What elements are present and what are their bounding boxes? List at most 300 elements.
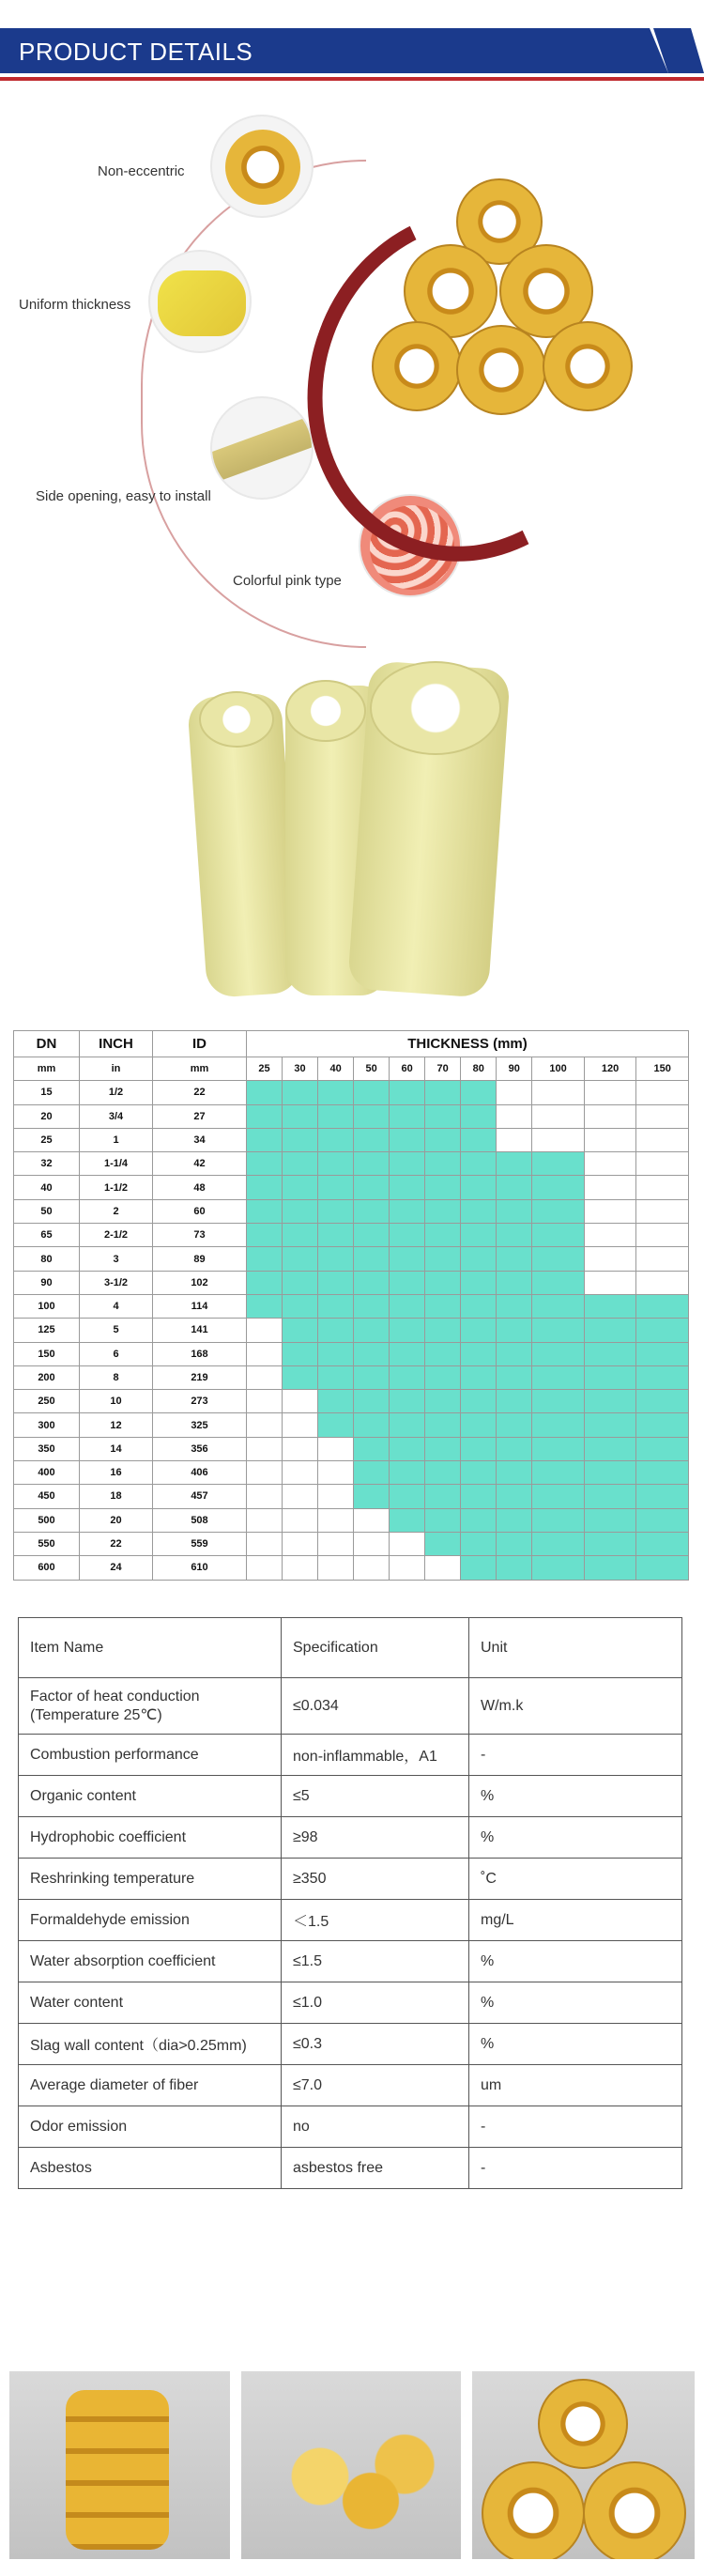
size-table-cell-unavailable [247, 1508, 283, 1532]
spec-table-cell-unit: um [469, 2065, 682, 2106]
size-table-unit: mm [153, 1057, 247, 1081]
size-table-cell-unavailable [584, 1128, 636, 1151]
size-table-cell-available [532, 1319, 585, 1342]
size-table-cell-available [497, 1532, 532, 1555]
size-table-cell-available [532, 1247, 585, 1271]
size-table-cell-unavailable [318, 1485, 354, 1508]
size-table-cell-available [283, 1176, 318, 1199]
tube-cluster-image [158, 270, 246, 336]
feature-label-colorful-pink: Colorful pink type [233, 573, 342, 589]
size-table-cell-unavailable [636, 1176, 689, 1199]
size-table-cell-available [318, 1342, 354, 1365]
size-table-row [14, 1247, 689, 1271]
spec-table-cell-name: Reshrinking temperature [19, 1859, 282, 1900]
size-table-cell-inch: 10 [80, 1390, 153, 1413]
size-table-cell-available [532, 1413, 585, 1437]
size-table-cell-unavailable [390, 1556, 425, 1580]
size-table-thickness-col: 70 [425, 1057, 461, 1081]
size-table-cell-id: 27 [153, 1104, 247, 1128]
size-table-cell-available [354, 1271, 390, 1294]
size-table-cell-unavailable [318, 1437, 354, 1460]
pipe-small-end [199, 691, 274, 748]
size-table-cell-available [354, 1176, 390, 1199]
size-table-cell-available [318, 1104, 354, 1128]
size-table-cell-available [425, 1104, 461, 1128]
size-table-cell-available [497, 1390, 532, 1413]
size-table-cell-unavailable [247, 1461, 283, 1485]
size-table-cell-unavailable [636, 1104, 689, 1128]
size-table-cell-unavailable [283, 1461, 318, 1485]
spec-table-cell-spec: no [282, 2106, 469, 2148]
size-table-cell-available [497, 1508, 532, 1532]
size-table-cell-available [425, 1247, 461, 1271]
size-table-cell-available [354, 1199, 390, 1223]
size-table-cell-id: 141 [153, 1319, 247, 1342]
pipe-medium-end [285, 680, 366, 742]
size-table-cell-available [584, 1461, 636, 1485]
size-table-cell-available [425, 1224, 461, 1247]
size-table-cell-available [461, 1224, 497, 1247]
size-table-cell-available [283, 1342, 318, 1365]
size-table-cell-inch: 2 [80, 1199, 153, 1223]
size-table-cell-available [636, 1508, 689, 1532]
spec-table-row [19, 1941, 682, 1982]
size-table-cell-available [247, 1152, 283, 1176]
size-table-header-id: ID [153, 1031, 247, 1057]
size-table-cell-available [283, 1081, 318, 1104]
size-table-cell-available [318, 1319, 354, 1342]
size-table-cell-inch: 2-1/2 [80, 1224, 153, 1247]
size-table-cell-inch: 1 [80, 1128, 153, 1151]
size-table-cell-available [584, 1508, 636, 1532]
size-table-cell-available [354, 1294, 390, 1318]
size-table-row [14, 1319, 689, 1342]
size-table-cell-available [283, 1247, 318, 1271]
size-table-cell-unavailable [354, 1532, 390, 1555]
size-table-cell-unavailable [283, 1556, 318, 1580]
size-table-cell-available [497, 1224, 532, 1247]
size-table-cell-id: 356 [153, 1437, 247, 1460]
size-table-cell-unavailable [354, 1508, 390, 1532]
size-table-cell-inch: 12 [80, 1413, 153, 1437]
size-table-cell-inch: 14 [80, 1437, 153, 1460]
size-table-thickness-col: 100 [532, 1057, 585, 1081]
feature-label-side-opening: Side opening, easy to install [36, 488, 211, 504]
size-table-cell-unavailable [283, 1485, 318, 1508]
size-table-row [14, 1556, 689, 1580]
size-table-cell-id: 168 [153, 1342, 247, 1365]
size-table-cell-available [247, 1247, 283, 1271]
size-table-row [14, 1271, 689, 1294]
size-table-cell-unavailable [318, 1532, 354, 1555]
size-table-cell-unavailable [247, 1342, 283, 1365]
size-table-cell-available [425, 1437, 461, 1460]
size-table-cell-unavailable [425, 1556, 461, 1580]
size-table-cell-available [497, 1199, 532, 1223]
size-table-cell-unavailable [318, 1508, 354, 1532]
spec-table-cell-name: Combustion performance [19, 1735, 282, 1776]
size-table-cell-available [247, 1081, 283, 1104]
size-table-cell-available [318, 1176, 354, 1199]
spec-table-cell-unit: - [469, 2148, 682, 2189]
spec-table-cell-spec: non-inflammable，A1 [282, 1735, 469, 1776]
size-table-cell-available [636, 1319, 689, 1342]
size-table-row [14, 1508, 689, 1532]
size-table-cell-inch: 1/2 [80, 1081, 153, 1104]
size-table-cell-unavailable [636, 1271, 689, 1294]
closeup-tube-left [482, 2461, 585, 2559]
spec-table-cell-unit: % [469, 1941, 682, 1982]
size-table-cell-id: 508 [153, 1508, 247, 1532]
size-table-cell-available [461, 1413, 497, 1437]
spec-table-row [19, 2024, 682, 2065]
size-table-cell-available [497, 1365, 532, 1389]
size-table-cell-inch: 8 [80, 1365, 153, 1389]
features-diagram [0, 103, 704, 629]
photo-tubes-on-floor [9, 2371, 230, 2559]
banner-stripe [0, 77, 704, 81]
size-table-cell-available [247, 1176, 283, 1199]
size-table-cell-available [461, 1247, 497, 1271]
size-table-cell-available [390, 1128, 425, 1151]
size-table-cell-inch: 3-1/2 [80, 1271, 153, 1294]
size-table-row [14, 1437, 689, 1460]
size-table-cell-dn: 65 [14, 1224, 80, 1247]
size-table-cell-available [497, 1271, 532, 1294]
spec-table-header-item-name: Item Name [19, 1618, 282, 1678]
size-table-cell-available [354, 1128, 390, 1151]
size-table-cell-available [318, 1247, 354, 1271]
size-table-cell-available [584, 1390, 636, 1413]
size-table-cell-unavailable [390, 1532, 425, 1555]
size-table-cell-id: 73 [153, 1224, 247, 1247]
size-table-cell-unavailable [636, 1152, 689, 1176]
size-table-cell-available [318, 1390, 354, 1413]
size-table-cell-available [497, 1437, 532, 1460]
size-thickness-table [13, 1030, 689, 1581]
size-table-header-inch: INCH [80, 1031, 153, 1057]
pipe-large-end [370, 661, 501, 755]
size-table-cell-inch: 16 [80, 1461, 153, 1485]
size-table-cell-available [390, 1461, 425, 1485]
size-table-cell-available [497, 1413, 532, 1437]
tube-bottom-right [543, 321, 633, 411]
size-table-cell-available [532, 1199, 585, 1223]
size-table-cell-unavailable [636, 1199, 689, 1223]
size-table-cell-available [584, 1319, 636, 1342]
spec-table-cell-unit: % [469, 1982, 682, 2024]
size-table-cell-available [532, 1176, 585, 1199]
size-table-cell-available [390, 1390, 425, 1413]
pipe-opening-image [210, 417, 314, 481]
size-table-header-thickness: THICKNESS (mm) [247, 1031, 689, 1057]
size-table-cell-available [532, 1556, 585, 1580]
size-table-cell-available [390, 1437, 425, 1460]
size-table-cell-available [532, 1461, 585, 1485]
size-table-cell-available [425, 1152, 461, 1176]
size-table-cell-available [318, 1365, 354, 1389]
spec-table-cell-unit: % [469, 2024, 682, 2065]
spec-table-cell-name: Formaldehyde emission [19, 1900, 282, 1941]
size-table-cell-available [425, 1365, 461, 1389]
size-table-cell-unavailable [636, 1247, 689, 1271]
spec-table-header-row [19, 1618, 682, 1678]
size-table-cell-available [283, 1152, 318, 1176]
size-table-cell-inch: 22 [80, 1532, 153, 1555]
size-table-cell-dn: 200 [14, 1365, 80, 1389]
size-table-cell-id: 48 [153, 1176, 247, 1199]
size-table-cell-available [532, 1390, 585, 1413]
size-table-cell-unavailable [283, 1532, 318, 1555]
size-table-cell-dn: 40 [14, 1176, 80, 1199]
size-table-cell-available [318, 1081, 354, 1104]
size-table-cell-available [425, 1461, 461, 1485]
size-table-row [14, 1104, 689, 1128]
spec-table-row [19, 1735, 682, 1776]
size-table-cell-dn: 500 [14, 1508, 80, 1532]
size-table-cell-available [532, 1294, 585, 1318]
spec-table-cell-name: Odor emission [19, 2106, 282, 2148]
size-table-cell-inch: 18 [80, 1485, 153, 1508]
size-table-cell-unavailable [636, 1128, 689, 1151]
size-table-cell-unavailable [247, 1485, 283, 1508]
size-table-cell-id: 406 [153, 1461, 247, 1485]
spec-table-cell-name: Water absorption coefficient [19, 1941, 282, 1982]
size-table-cell-dn: 550 [14, 1532, 80, 1555]
size-table-thickness-col: 90 [497, 1057, 532, 1081]
size-table-cell-id: 457 [153, 1485, 247, 1508]
spec-table-row [19, 1982, 682, 2024]
size-table-thickness-col: 60 [390, 1057, 425, 1081]
size-table-thickness-col: 150 [636, 1057, 689, 1081]
size-table-cell-available [354, 1461, 390, 1485]
spec-table-row [19, 1678, 682, 1735]
spec-table-cell-spec: ≤0.3 [282, 2024, 469, 2065]
size-table-cell-dn: 100 [14, 1294, 80, 1318]
tube-end-image [225, 130, 300, 205]
size-table-cell-available [584, 1365, 636, 1389]
size-table-row [14, 1176, 689, 1199]
size-table-cell-unavailable [247, 1437, 283, 1460]
spec-table-cell-unit: mg/L [469, 1900, 682, 1941]
size-table-row [14, 1128, 689, 1151]
size-table-cell-dn: 125 [14, 1319, 80, 1342]
size-table-cell-available [636, 1365, 689, 1389]
size-table-cell-dn: 600 [14, 1556, 80, 1580]
size-table-cell-available [318, 1413, 354, 1437]
size-table-row [14, 1532, 689, 1555]
size-table-cell-unavailable [283, 1437, 318, 1460]
size-table-cell-available [461, 1271, 497, 1294]
size-table-cell-dn: 80 [14, 1247, 80, 1271]
spec-table-cell-spec: ≤0.034 [282, 1678, 469, 1735]
closeup-tube-right [583, 2461, 686, 2559]
size-table-cell-available [425, 1319, 461, 1342]
size-table-cell-available [497, 1294, 532, 1318]
size-table-cell-unavailable [247, 1413, 283, 1437]
size-table-cell-available [636, 1556, 689, 1580]
size-table-cell-inch: 5 [80, 1319, 153, 1342]
feature-image-uniform-thickness [148, 250, 252, 353]
size-table-cell-available [390, 1152, 425, 1176]
size-table-cell-unavailable [247, 1556, 283, 1580]
size-table-unit: in [80, 1057, 153, 1081]
spec-table-cell-spec: ≥350 [282, 1859, 469, 1900]
size-table-cell-available [461, 1485, 497, 1508]
size-table-cell-available [461, 1104, 497, 1128]
size-table-cell-available [497, 1176, 532, 1199]
photo-tube-group [269, 2428, 438, 2550]
size-table-cell-available [390, 1413, 425, 1437]
feature-label-non-eccentric: Non-eccentric [98, 163, 185, 179]
size-table-cell-available [636, 1294, 689, 1318]
size-table-cell-available [247, 1199, 283, 1223]
size-table-thickness-col: 120 [584, 1057, 636, 1081]
spec-table-cell-unit: W/m.k [469, 1678, 682, 1735]
size-table-cell-available [532, 1152, 585, 1176]
spec-table-row [19, 1776, 682, 1817]
size-table-cell-id: 42 [153, 1152, 247, 1176]
size-table-cell-available [247, 1271, 283, 1294]
size-table-cell-available [354, 1365, 390, 1389]
size-table-cell-available [497, 1319, 532, 1342]
size-table-cell-available [318, 1152, 354, 1176]
size-table-cell-unavailable [584, 1224, 636, 1247]
size-table-cell-id: 22 [153, 1081, 247, 1104]
size-table-cell-dn: 50 [14, 1199, 80, 1223]
size-table-cell-available [425, 1532, 461, 1555]
size-table-cell-available [425, 1176, 461, 1199]
size-table-cell-available [532, 1532, 585, 1555]
size-table-cell-available [461, 1342, 497, 1365]
spec-table-cell-spec: ≤1.5 [282, 1941, 469, 1982]
size-table-cell-available [425, 1342, 461, 1365]
size-table-thickness-col: 40 [318, 1057, 354, 1081]
size-table-cell-unavailable [318, 1461, 354, 1485]
size-table-cell-available [283, 1224, 318, 1247]
size-table-cell-available [247, 1128, 283, 1151]
size-table-cell-available [390, 1247, 425, 1271]
size-table-cell-available [390, 1104, 425, 1128]
size-table-cell-available [461, 1390, 497, 1413]
size-table-cell-available [497, 1247, 532, 1271]
size-table-cell-available [636, 1461, 689, 1485]
size-table-row [14, 1224, 689, 1247]
product-photo [0, 648, 704, 1024]
size-table-cell-available [532, 1485, 585, 1508]
size-table-cell-available [283, 1319, 318, 1342]
size-table-row [14, 1152, 689, 1176]
spec-table-row [19, 1900, 682, 1941]
size-table-cell-id: 273 [153, 1390, 247, 1413]
size-table-cell-available [390, 1508, 425, 1532]
size-table-cell-available [461, 1532, 497, 1555]
size-table-cell-id: 559 [153, 1532, 247, 1555]
size-table-cell-available [532, 1224, 585, 1247]
size-table-cell-available [584, 1342, 636, 1365]
size-table-cell-available [390, 1365, 425, 1389]
closeup-tube-top [538, 2379, 628, 2469]
size-table-cell-available [497, 1485, 532, 1508]
size-table-cell-available [247, 1294, 283, 1318]
size-table-cell-available [425, 1271, 461, 1294]
spec-table-cell-spec: asbestos free [282, 2148, 469, 2189]
size-table-cell-available [354, 1390, 390, 1413]
size-table-cell-unavailable [283, 1508, 318, 1532]
size-table-cell-available [584, 1413, 636, 1437]
size-table-cell-available [425, 1128, 461, 1151]
size-table-cell-id: 102 [153, 1271, 247, 1294]
size-table-cell-available [532, 1365, 585, 1389]
size-table-cell-available [636, 1390, 689, 1413]
spec-table-cell-name: Organic content [19, 1776, 282, 1817]
size-table-cell-dn: 20 [14, 1104, 80, 1128]
size-table-cell-available [636, 1532, 689, 1555]
size-table-cell-id: 610 [153, 1556, 247, 1580]
size-table-cell-dn: 15 [14, 1081, 80, 1104]
size-table-cell-unavailable [247, 1390, 283, 1413]
size-table-thickness-col: 80 [461, 1057, 497, 1081]
size-table-cell-available [532, 1342, 585, 1365]
size-table-cell-available [354, 1224, 390, 1247]
size-table-thickness-col: 25 [247, 1057, 283, 1081]
feature-label-uniform-thickness: Uniform thickness [19, 297, 131, 313]
size-table-cell-available [354, 1342, 390, 1365]
size-table-cell-unavailable [247, 1365, 283, 1389]
size-table-cell-id: 114 [153, 1294, 247, 1318]
size-table-cell-available [497, 1461, 532, 1485]
size-table-cell-dn: 350 [14, 1437, 80, 1460]
size-table-cell-available [584, 1294, 636, 1318]
size-table-cell-available [247, 1104, 283, 1128]
size-table-cell-available [283, 1271, 318, 1294]
size-table-cell-inch: 3/4 [80, 1104, 153, 1128]
page-title: PRODUCT DETAILS [19, 38, 253, 66]
size-table-unit: mm [14, 1057, 80, 1081]
size-table-cell-unavailable [354, 1556, 390, 1580]
size-table-header-row [14, 1031, 689, 1057]
size-table-cell-available [461, 1152, 497, 1176]
photo-tubes-assorted [241, 2371, 461, 2559]
size-table-cell-available [461, 1508, 497, 1532]
size-table-row [14, 1199, 689, 1223]
spec-table-cell-spec: ≤7.0 [282, 2065, 469, 2106]
size-table-cell-dn: 150 [14, 1342, 80, 1365]
spec-table-cell-spec: ≥98 [282, 1817, 469, 1859]
size-table-row [14, 1365, 689, 1389]
size-table-cell-id: 34 [153, 1128, 247, 1151]
spec-table-header-specification: Specification [282, 1618, 469, 1678]
size-table-cell-available [425, 1413, 461, 1437]
spec-table-cell-unit: - [469, 2106, 682, 2148]
size-table-cell-available [390, 1224, 425, 1247]
size-table-cell-available [461, 1437, 497, 1460]
size-table-cell-unavailable [584, 1247, 636, 1271]
size-table-cell-unavailable [497, 1128, 532, 1151]
size-table-thickness-col: 30 [283, 1057, 318, 1081]
spec-table-cell-unit: - [469, 1735, 682, 1776]
size-table-cell-id: 60 [153, 1199, 247, 1223]
size-table-cell-available [390, 1319, 425, 1342]
size-table-cell-available [425, 1081, 461, 1104]
spec-table-cell-unit: ˚C [469, 1859, 682, 1900]
spec-table-cell-name: Average diameter of fiber [19, 2065, 282, 2106]
spec-table-cell-spec: ≤5 [282, 1776, 469, 1817]
size-table-cell-unavailable [497, 1104, 532, 1128]
size-table-cell-unavailable [247, 1532, 283, 1555]
spec-table-cell-name: Slag wall content（dia>0.25mm) [19, 2024, 282, 2065]
spec-table-cell-unit: % [469, 1776, 682, 1817]
